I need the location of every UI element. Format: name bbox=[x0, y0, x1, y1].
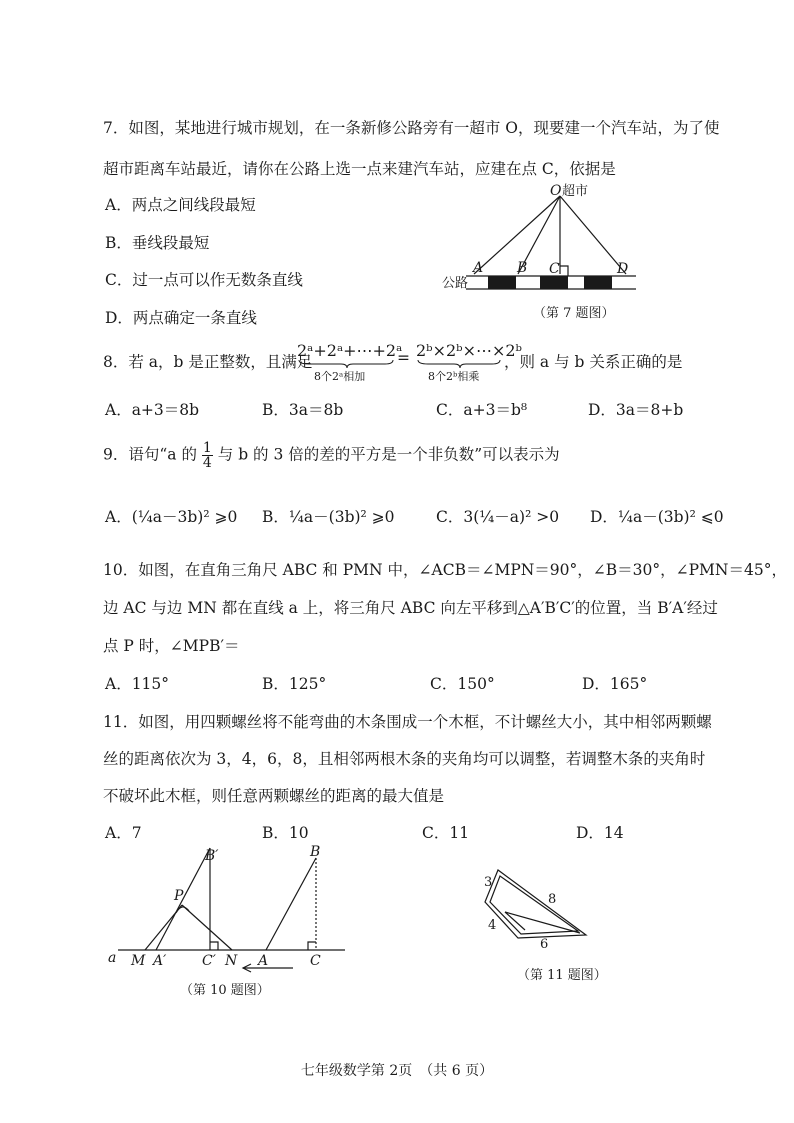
q8-eq: = bbox=[397, 349, 410, 367]
q11-option-c: C．11 bbox=[422, 824, 470, 842]
q7-label-d: D bbox=[617, 261, 629, 277]
q7-caption: （第 7 题图） bbox=[533, 306, 615, 321]
q9-option-d: D．¼a－(3b)² ⩽0 bbox=[590, 508, 724, 526]
q7-label-supermarket: 超市 bbox=[562, 184, 589, 199]
q8-lhs: 2ᵃ+2ᵃ+⋯+2ᵃ bbox=[297, 341, 403, 360]
q10-label-cprime: C′ bbox=[202, 953, 216, 969]
q10-label-b: B bbox=[310, 844, 321, 860]
q10-line1: 10．如图，在直角三角尺 ABC 和 PMN 中，∠ACB＝∠MPN＝90°，∠B＝30°，∠PMN＝45°， bbox=[103, 561, 787, 579]
q7-label-a: A bbox=[473, 260, 484, 276]
page-footer: 七年级数学第 2页 （共 6 页） bbox=[300, 1063, 494, 1079]
q11-label-8: 8 bbox=[548, 892, 557, 907]
q10-label-a: A bbox=[258, 953, 269, 969]
q11-line2: 丝的距离依次为 3，4，6，8，且相邻两根木条的夹角均可以调整，若调整木条的夹角时 bbox=[103, 750, 706, 768]
q7-label-b: B bbox=[517, 260, 528, 276]
q9-frac-num: 1 bbox=[202, 440, 212, 456]
q8-option-d: D．3a＝8+b bbox=[588, 401, 684, 419]
q9-option-a: A．(¼a－3b)² ⩾0 bbox=[105, 508, 238, 526]
q11-line1: 11．如图，用四颗螺丝将不能弯曲的木条围成一个木框，不计螺丝大小，其中相邻两颗螺 bbox=[103, 713, 712, 731]
q9-line bbox=[103, 441, 560, 470]
q8-rhs-under: 8个2ᵇ相乘 bbox=[428, 370, 480, 383]
q11-figure bbox=[485, 870, 586, 938]
q9-option-b: B．¼a－(3b)² ⩾0 bbox=[262, 508, 395, 526]
q10-option-c: C．150° bbox=[430, 675, 495, 693]
q11-label-4: 4 bbox=[488, 918, 497, 933]
q11-line3: 不破坏此木框，则任意两颗螺丝的距离的最大值是 bbox=[103, 787, 445, 805]
q8-option-b: B．3a＝8b bbox=[262, 401, 344, 419]
q10-label-p: P bbox=[174, 888, 184, 904]
q11-label-3: 3 bbox=[484, 875, 493, 890]
q11-label-6: 6 bbox=[540, 937, 549, 952]
q7-label-c: C bbox=[549, 261, 560, 277]
q10-label-n: N bbox=[225, 953, 238, 969]
q10-caption: （第 10 题图） bbox=[180, 983, 270, 998]
q7-option-c: C．过一点可以作无数条直线 bbox=[105, 271, 303, 289]
q9-post: 与 b 的 3 倍的差的平方是一个非负数”可以表示为 bbox=[217, 445, 560, 464]
q11-caption: （第 11 题图） bbox=[517, 968, 607, 983]
q7-label-o: O bbox=[550, 183, 562, 199]
q10-option-a: A．115° bbox=[105, 675, 170, 693]
q8-rhs: 2ᵇ×2ᵇ×⋯×2ᵇ bbox=[416, 341, 522, 360]
q8-lhs-under: 8个2ᵃ相加 bbox=[314, 370, 366, 383]
q10-option-b: B．125° bbox=[262, 675, 327, 693]
q10-label-c: C bbox=[310, 953, 321, 969]
q8-prefix: 8．若 a，b 是正整数，且满足 bbox=[103, 353, 313, 371]
q10-label-a-line: a bbox=[108, 950, 117, 966]
q10-option-d: D．165° bbox=[582, 675, 648, 693]
q7-label-road: 公路 bbox=[442, 276, 469, 291]
q9-option-c: C．3(¼－a)² >0 bbox=[436, 508, 560, 526]
q11-option-d: D．14 bbox=[576, 824, 624, 842]
q10-line2: 边 AC 与边 MN 都在直线 a 上，将三角尺 ABC 向左平移到△A′B′C′的位置，当 B′A′经过 bbox=[103, 599, 718, 617]
q11-option-b: B．10 bbox=[262, 824, 309, 842]
q8-option-a: A．a+3＝8b bbox=[105, 401, 200, 419]
q11-option-a: A．7 bbox=[105, 824, 142, 842]
q7-option-a: A．两点之间线段最短 bbox=[105, 196, 256, 214]
q7-option-b: B．垂线段最短 bbox=[105, 234, 210, 252]
q9-frac-den: 4 bbox=[202, 455, 212, 471]
q9-pre: 9．语句“a 的 bbox=[103, 445, 197, 464]
q10-label-aprime: A′ bbox=[153, 953, 167, 969]
q7-option-d: D．两点确定一条直线 bbox=[105, 309, 257, 327]
q10-label-bprime: B′ bbox=[205, 848, 219, 864]
q7-road bbox=[466, 276, 636, 289]
q7-line2: 超市距离车站最近，请你在公路上选一点来建汽车站，应建在点 C，依据是 bbox=[103, 160, 616, 178]
q10-line3: 点 P 时，∠MPB′＝ bbox=[103, 637, 240, 655]
q10-label-m: M bbox=[131, 953, 146, 969]
q9-fraction bbox=[202, 441, 213, 470]
q7-line1: 7．如图，某地进行城市规划，在一条新修公路旁有一超市 O，现要建一个汽车站，为了使 bbox=[103, 119, 720, 137]
q8-option-c: C．a+3＝b⁸ bbox=[436, 401, 528, 419]
q8-suffix: ，则 a 与 b 关系正确的是 bbox=[504, 353, 683, 371]
